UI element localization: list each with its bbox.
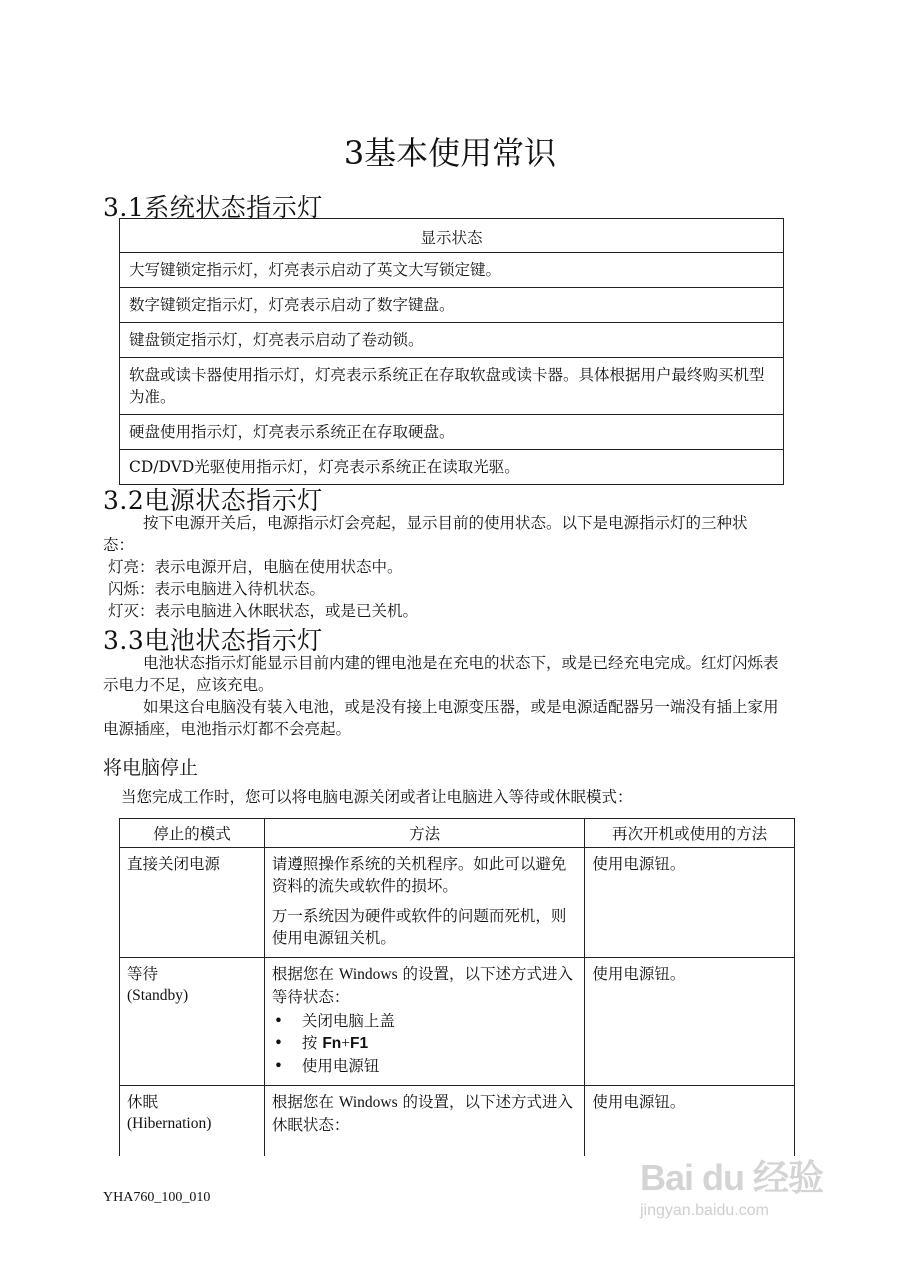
page-title: 3基本使用常识 <box>343 134 557 172</box>
document-code: YHA760_100_010 <box>103 1190 211 1205</box>
mode-cell: 直接关闭电源 <box>120 848 265 958</box>
section-heading-battery-lights: 3.3电池状态指示灯 <box>103 626 323 655</box>
list-item: • 关闭电脑上盖 <box>272 1010 577 1032</box>
method-cell <box>264 958 584 1086</box>
method-cell <box>264 1086 584 1156</box>
baidu-watermark <box>640 1140 850 1240</box>
resume-cell: 使用电源钮。 <box>585 848 795 958</box>
table-row: 软盘或读卡器使用指示灯，灯亮表示系统正在存取软盘或读卡器。具体根据用户最终购买机型为准。 <box>120 358 784 415</box>
mode-cell <box>120 958 265 1086</box>
power-state-blink: 闪烁：表示电脑进入待机状态。 <box>108 580 326 598</box>
section-heading-stop-computer: 将电脑停止 <box>103 757 199 779</box>
mode-label-en: (Hibernation) <box>127 1115 212 1132</box>
mode-label: 等待 <box>127 965 159 983</box>
table-row: 大写键锁定指示灯，灯亮表示启动了英文大写锁定键。 <box>120 253 784 288</box>
method-cell <box>264 848 584 958</box>
mode-label: 休眠 <box>127 1093 159 1111</box>
column-header-method: 方法 <box>264 819 584 848</box>
column-header-resume: 再次开机或使用的方法 <box>585 819 795 848</box>
table-row: 数字键锁定指示灯，灯亮表示启动了数字键盘。 <box>120 288 784 323</box>
system-status-table <box>119 218 784 485</box>
baidu-logo: Bai du 经验 <box>640 1157 824 1198</box>
resume-cell: 使用电源钮。 <box>585 958 795 1086</box>
mode-cell <box>120 1086 265 1156</box>
section-heading-system-lights: 3.1系统状态指示灯 <box>103 193 323 222</box>
table-row: CD/DVD光驱使用指示灯，灯亮表示系统正在读取光驱。 <box>120 450 784 485</box>
resume-cell: 使用电源钮。 <box>585 1086 795 1156</box>
stop-intro: 当您完成工作时，您可以将电脑电源关闭或者让电脑进入等待或休眠模式： <box>121 788 633 806</box>
method-text: 万一系统因为硬件或软件的问题而死机，则使用电源钮关机。 <box>271 907 567 947</box>
method-text: 请遵照操作系统的关机程序。如此可以避免资料的流失或软件的损坏。 <box>271 855 567 895</box>
stop-mode-table <box>119 818 795 1156</box>
power-state-off: 灯灭：表示电脑进入休眠状态，或是已关机。 <box>108 602 419 620</box>
standby-method-list <box>272 1010 577 1077</box>
section-heading-power-lights: 3.2电源状态指示灯 <box>103 486 323 515</box>
mode-label-en: (Standby) <box>127 987 189 1004</box>
table-row <box>120 958 795 1086</box>
column-header-mode: 停止的模式 <box>120 819 265 848</box>
battery-para-2: 如果这台电脑没有装入电池，或是没有接上电源变压器，或是电源适配器另一端没有插上家用电源插座，电池指示灯都不会亮起。 <box>103 698 779 738</box>
watermark-url: jingyan.baidu.com <box>640 1202 769 1219</box>
table-row: 硬盘使用指示灯，灯亮表示系统正在存取硬盘。 <box>120 415 784 450</box>
list-item: • 使用电源钮 <box>272 1055 577 1077</box>
method-text: 根据您在 Windows 的设置，以下述方式进入等待状态： <box>271 965 574 1006</box>
power-state-on: 灯亮：表示电源开启，电脑在使用状态中。 <box>108 558 403 576</box>
power-intro: 按下电源开关后，电源指示灯会亮起，显示目前的使用状态。以下是电源指示灯的三种状态： <box>103 514 748 554</box>
table-row: 键盘锁定指示灯，灯亮表示启动了卷动锁。 <box>120 323 784 358</box>
battery-para-1: 电池状态指示灯能显示目前内建的锂电池是在充电的状态下，或是已经充电完成。红灯闪烁表示电力不足，应该充电。 <box>103 654 779 694</box>
method-text: 根据您在 Windows 的设置，以下述方式进入休眠状态： <box>271 1093 574 1134</box>
table-row <box>120 848 795 958</box>
list-item: • 按 Fn+F1 <box>272 1032 577 1055</box>
table-header: 显示状态 <box>120 219 784 253</box>
